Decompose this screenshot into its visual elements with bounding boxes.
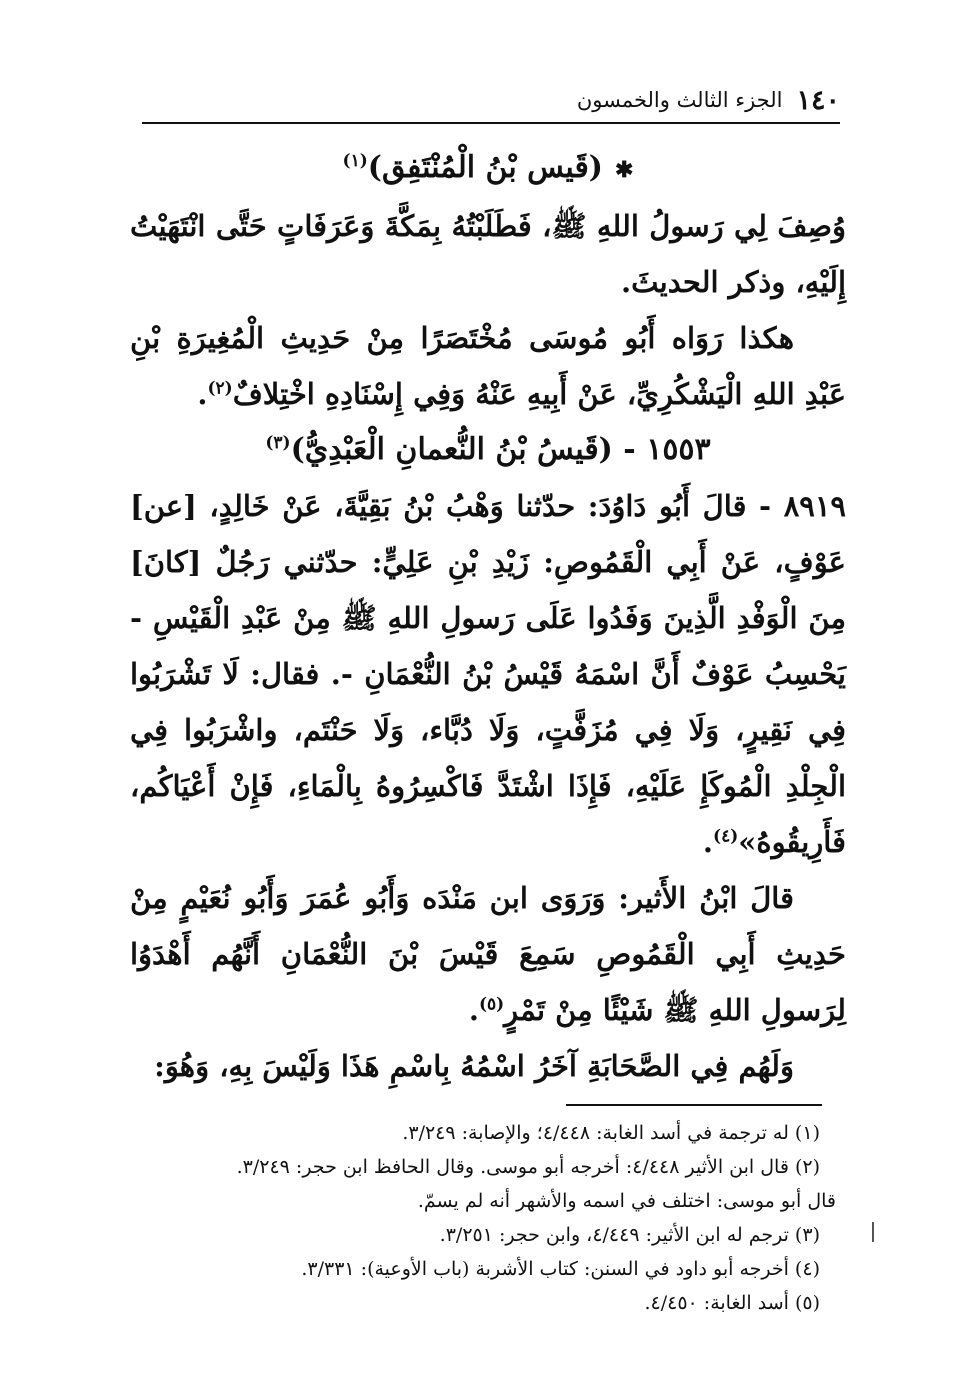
paragraph-text: ٨٩١٩ - قالَ أَبُو دَاوُدَ: حدّثنا وَهْبُ بْنُ بَقِيَّةَ، عَنْ خَالِدٍ، [عن] عَوْفٍ، عَنْ أَبِي الْقَمُوصِ: زَيْدِ بْنِ عَلِيٍّ: حدّثني رَجُلٌ [كانَ] مِنَ الْوَفْدِ الَّذِينَ وَفَدُوا عَلَى رَسولِ اللهِ ﷺ مِنْ عَبْدِ الْقَيْسِ - يَحْسِبُ عَوْفٌ أَنَّ اسْمَهُ قَيْسُ بْنُ النُّعْمَانِ -. فقال: لَا تَشْرَبُوا فِي نَقِيرٍ، وَلَا فِي مُزَفَّتٍ، وَلَا دُبَّاء، وَلَا حَنْتَم، واشْرَبُوا فِي الْجِلْدِ الْمُوكَإِ عَلَيْهِ، فَإِذَا اشْتَدَّ فَاكْسِرُوهُ بِالْمَاءِ، فَإِنْ أَعْيَاكُم، فَأَرِيقُوهُ» bbox=[130, 489, 846, 859]
hadith-paragraph: ٨٩١٩ - قالَ أَبُو دَاوُدَ: حدّثنا وَهْبُ بْنُ بَقِيَّةَ، عَنْ خَالِدٍ، [عن] عَوْفٍ، عَنْ أَبِي الْقَمُوصِ: زَيْدِ بْنِ عَلِيٍّ: حدّثني رَجُلٌ [كانَ] مِنَ الْوَفْدِ الَّذِينَ وَفَدُوا عَلَى رَسولِ اللهِ ﷺ مِنْ عَبْدِ الْقَيْسِ - يَحْسِبُ عَوْفٌ أَنَّ اسْمَهُ قَيْسُ بْنُ النُّعْمَانِ -. فقال: لَا تَشْرَبُوا فِي نَقِيرٍ، وَلَا فِي مُزَفَّتٍ، وَلَا دُبَّاء، وَلَا حَنْتَم، واشْرَبُوا فِي الْجِلْدِ الْمُوكَإِ عَلَيْهِ، فَإِذَا اشْتَدَّ فَاكْسِرُوهُ بِالْمَاءِ، فَإِنْ أَعْيَاكُم، فَأَرِيقُوهُ»$^{(٤)}$. bbox=[130, 489, 846, 859]
entry-heading bbox=[130, 422, 846, 478]
footnote-ref: (٢) bbox=[207, 378, 233, 399]
scan-mark bbox=[872, 1222, 874, 1242]
running-title: الجزء الثالث والخمسون bbox=[576, 88, 783, 112]
footnote-ref: (١) bbox=[342, 151, 368, 171]
star-icon: ✱ bbox=[615, 157, 634, 183]
paragraph: وَلَهُم فِي الصَّحَابَةِ آخَرُ اسْمُهُ بِاسْمِ هَذَا وَلَيْسَ بِهِ، وَهُوَ: bbox=[154, 1049, 794, 1083]
paragraph: قالَ ابْنُ الأَثير: وَرَوَى ابن مَنْدَه وَأَبُو عُمَرَ وَأَبُو نُعَيْمٍ مِنْ حَدِيثِ أَبِي الْقَمُوصِ سَمِعَ قَيْسَ بْنَ النُّعْمَانِ أَنَّهُم أَهْدَوُا لِرَسولِ اللهِ ﷺ شَيْئًا مِنْ تَمْرٍ$^{(٥)}$. bbox=[130, 881, 846, 1027]
footnote: (٢) قال ابن الأثير ٤/٤٤٨: أخرجه أبو موسى. وقال الحافظ ابن حجر: ٣/٢٤٩. bbox=[236, 1156, 820, 1178]
footnote: (٥) أسد الغابة: ٤/٤٥٠. bbox=[644, 1292, 820, 1314]
footnote: (٣) ترجم له ابن الأثير: ٤/٤٤٩، وابن حجر: ٣/٢٥١. bbox=[439, 1224, 820, 1246]
footnote-continuation: قال أبو موسى: اختلف في اسمه والأشهر أنه لم يسمّ. bbox=[417, 1190, 836, 1212]
footnotes bbox=[140, 1116, 836, 1320]
paragraph-text: قالَ ابْنُ الأَثير: وَرَوَى ابن مَنْدَه وَأَبُو عُمَرَ وَأَبُو نُعَيْمٍ مِنْ حَدِيثِ أَبِي الْقَمُوصِ سَمِعَ قَيْسَ بْنَ النُّعْمَانِ أَنَّهُم أَهْدَوُا لِرَسولِ اللهِ ﷺ شَيْئًا مِنْ تَمْرٍ bbox=[130, 881, 846, 1027]
paragraph-text: هكذا رَوَاه أَبُو مُوسَى مُخْتَصَرًا مِنْ حَدِيثِ الْمُغِيرَةِ بْنِ عَبْدِ اللهِ الْيَشْكُرِيِّ، عَنْ أَبِيهِ عَنْهُ وَفِي إِسْنَادِهِ اخْتِلافٌ bbox=[130, 321, 846, 411]
footnote-divider bbox=[566, 1104, 822, 1106]
page-header bbox=[142, 78, 840, 124]
entry-heading-text: (قَيس بْنُ الْمُنْتَفِق) bbox=[367, 150, 604, 185]
paragraph: وُصِفَ لِي رَسولُ اللهِ ﷺ، فَطَلَبْتُهُ بِمَكَّةَ وَعَرَفَاتٍ حَتَّى انْتَهَيْتُ إِلَيْهِ، وذكر الحديثَ. bbox=[130, 209, 846, 299]
footnote-ref: (٣) bbox=[265, 433, 291, 453]
paragraph: هكذا رَوَاه أَبُو مُوسَى مُخْتَصَرًا مِنْ حَدِيثِ الْمُغِيرَةِ بْنِ عَبْدِ اللهِ الْيَشْكُرِيِّ، عَنْ أَبِيهِ عَنْهُ وَفِي إِسْنَادِهِ اخْتِلافٌ$^{(٢)}$. bbox=[130, 321, 846, 411]
entry-heading-text: ١٥٥٣ - (قَيسُ بْنُ النُّعمانِ الْعَبْدِيُّ) bbox=[290, 432, 711, 467]
main-text bbox=[130, 140, 846, 1094]
footnote-ref: (٤) bbox=[713, 826, 739, 847]
footnote: (١) له ترجمة في أسد الغابة: ٤/٤٤٨؛ والإصابة: ٣/٢٤٩. bbox=[402, 1122, 820, 1144]
footnote: (٤) أخرجه أبو داود في السنن: كتاب الأشربة (باب الأوعية): ٣/٣٣١. bbox=[301, 1258, 820, 1280]
page-number: ١٤٠ bbox=[796, 84, 840, 116]
footnote-ref: (٥) bbox=[478, 994, 505, 1015]
entry-heading bbox=[130, 140, 846, 198]
